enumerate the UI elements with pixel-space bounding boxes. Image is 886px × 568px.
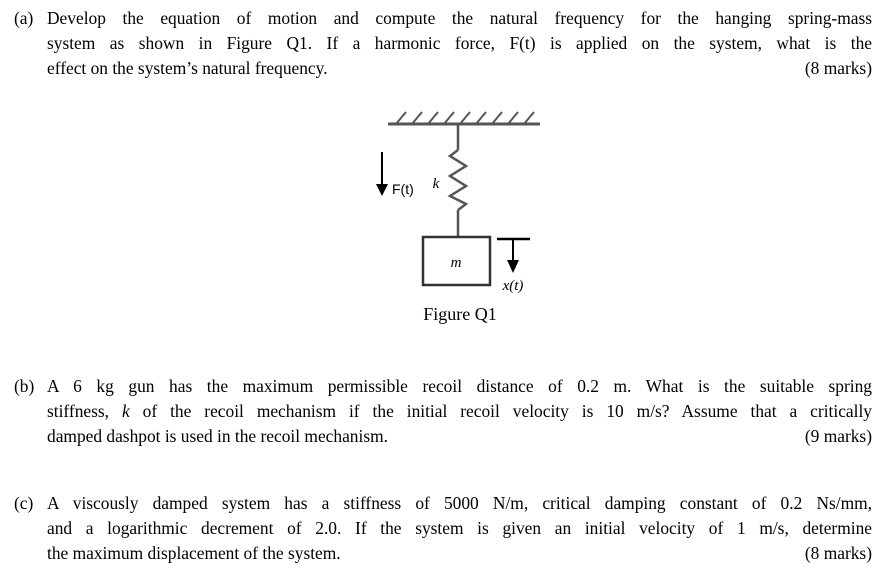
question-b-line3: damped dashpot is used in the recoil mechanism.	[47, 426, 388, 446]
question-b-label: (b)	[14, 376, 35, 396]
question-b-body	[47, 374, 872, 449]
mass-label: m	[450, 255, 462, 271]
question-c-line1: A viscously damped system has a stiffness of 5000 N/m, critical damping constant of 0.2 Ns/mm,	[47, 493, 872, 513]
question-item-a	[14, 6, 872, 81]
question-b-marks: (9 marks)	[804, 426, 872, 446]
question-b-line2-pre: stiffness,	[47, 401, 122, 421]
question-c-body	[47, 491, 872, 566]
question-a-body	[47, 6, 872, 81]
figure-q1	[360, 104, 560, 334]
stiffness-label: k	[432, 176, 440, 192]
question-b-line1: A 6 kg gun has the maximum permissible recoil distance of 0.2 m. What is the suitable spring	[47, 376, 872, 396]
question-c-marks: (8 marks)	[804, 543, 872, 563]
question-a-line3: effect on the system’s natural frequency.	[47, 58, 328, 78]
figure-caption: Figure Q1	[423, 304, 497, 324]
question-item-c	[14, 491, 872, 566]
question-item-b	[14, 374, 872, 449]
ceiling-hatching	[396, 112, 534, 124]
question-c-label: (c)	[14, 493, 34, 513]
displacement-arrow-head	[507, 260, 519, 273]
question-b-line3-row	[47, 424, 872, 449]
force-label: F(t)	[392, 181, 414, 197]
question-b-line2-post: of the recoil mechanism if the initial recoil velocity is 10 m/s? Assume that a critically	[129, 401, 872, 421]
question-c-line3: the maximum displacement of the system.	[47, 543, 341, 563]
question-b-line2	[47, 399, 872, 424]
spring-coil	[450, 150, 466, 210]
question-a-line3-row	[47, 56, 872, 81]
question-a-line1: Develop the equation of motion and compute the natural frequency for the hanging spring-mass	[47, 8, 872, 28]
displacement-label: x(t)	[502, 278, 524, 294]
question-c-line3-row	[47, 541, 872, 566]
question-a-marks: (8 marks)	[804, 58, 872, 78]
question-a-line2: system as shown in Figure Q1. If a harmonic force, F(t) is applied on the system, what is the	[47, 33, 872, 53]
question-a-label: (a)	[14, 8, 34, 28]
force-arrow-head	[376, 184, 388, 196]
spring-mass-diagram	[360, 104, 560, 304]
question-b-stiffness-symbol: k	[121, 401, 130, 421]
question-c-line2: and a logarithmic decrement of 2.0. If the system is given an initial velocity of 1 m/s, determine	[47, 518, 872, 538]
